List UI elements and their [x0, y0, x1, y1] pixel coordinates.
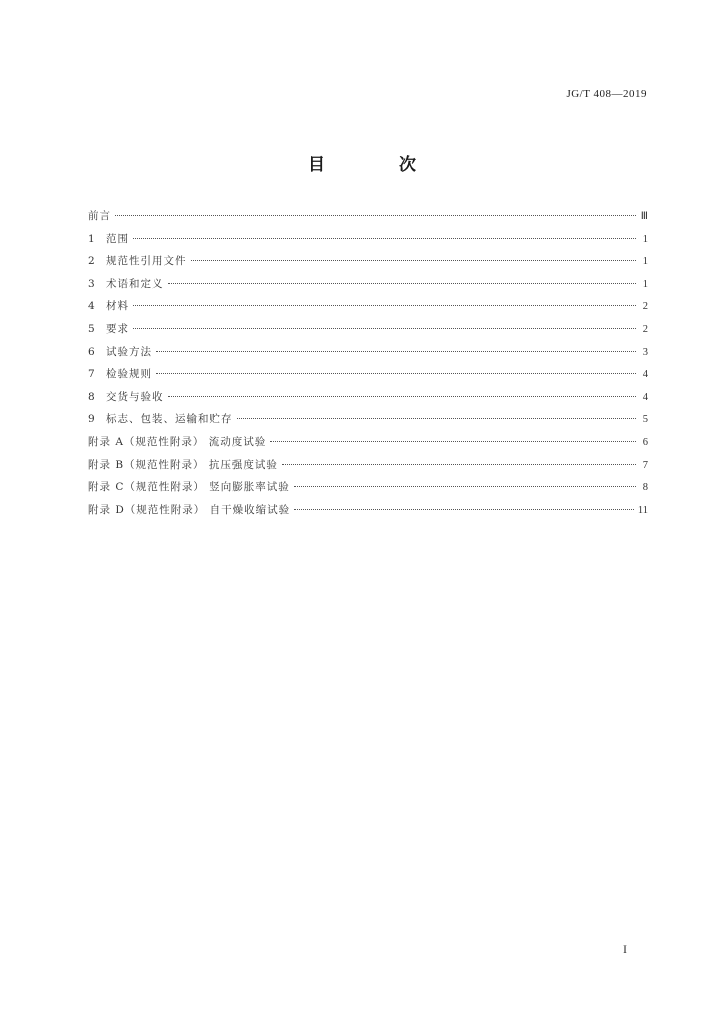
page-number: I — [623, 942, 627, 956]
toc-entry-title: 交货与验收 — [106, 390, 164, 403]
toc-leader-dots — [282, 464, 636, 465]
toc-leader-dots — [168, 396, 637, 397]
toc-leader-dots — [156, 351, 636, 352]
toc-entry-title: 规范性引用文件 — [106, 255, 187, 268]
toc-leader-dots — [294, 486, 636, 487]
toc-entry-1[interactable] — [88, 230, 648, 253]
toc-entry-7[interactable] — [88, 365, 648, 388]
toc-entry-3[interactable] — [88, 275, 648, 298]
toc-entry-number: 7 — [88, 368, 95, 381]
toc-entry-page: 7 — [642, 459, 648, 471]
toc-entry-title: 标志、包装、运输和贮存 — [106, 413, 233, 426]
toc-entry-appendix-c[interactable] — [88, 478, 648, 501]
toc-entry-page: 2 — [642, 301, 648, 313]
toc-entry-page: 3 — [642, 346, 648, 358]
toc-entry-number: 4 — [88, 300, 95, 313]
toc-entry-title: 材料 — [106, 300, 129, 313]
toc-entry-page: 5 — [642, 414, 648, 426]
toc-entry-appendix-b[interactable] — [88, 456, 648, 479]
toc-leader-dots — [133, 305, 636, 306]
toc-entry-title: 附录 B（规范性附录） 抗压强度试验 — [88, 458, 278, 471]
toc-entry-page: 11 — [637, 504, 648, 516]
toc-entry-title: 前言 — [88, 210, 111, 222]
toc-entry-page: 6 — [642, 436, 648, 448]
toc-entry-page: 1 — [642, 278, 648, 290]
page-title: 目 次 — [308, 155, 450, 175]
toc-entry-6[interactable] — [88, 343, 648, 366]
toc-entry-9[interactable] — [88, 410, 648, 433]
toc-entry-page: Ⅲ — [640, 211, 648, 222]
toc-entry-title: 试验方法 — [106, 345, 152, 358]
toc-entry-number: 9 — [88, 413, 95, 426]
toc-entry-number: 2 — [88, 255, 95, 268]
toc-entry-title: 范围 — [106, 232, 129, 245]
toc-entry-foreword[interactable] — [88, 207, 648, 230]
toc-entry-title: 附录 A（规范性附录） 流动度试验 — [88, 435, 267, 448]
toc-leader-dots — [270, 441, 636, 442]
toc-entry-number: 1 — [88, 232, 95, 245]
toc-entry-number: 5 — [88, 322, 95, 335]
toc-entry-8[interactable] — [88, 388, 648, 411]
toc-entry-title: 附录 C（规范性附录） 竖向膨胀率试验 — [88, 481, 290, 494]
toc-entry-number: 3 — [88, 277, 95, 290]
toc-entry-page: 2 — [642, 323, 648, 335]
toc-entry-2[interactable] — [88, 252, 648, 275]
toc-leader-dots — [237, 418, 637, 419]
table-of-contents — [88, 207, 648, 523]
toc-entry-title: 检验规则 — [106, 368, 152, 381]
toc-entry-page: 4 — [642, 391, 648, 403]
toc-entry-title: 要求 — [106, 322, 129, 335]
toc-entry-5[interactable] — [88, 320, 648, 343]
toc-entry-number: 6 — [88, 345, 95, 358]
standard-code: JG/T 408—2019 — [566, 88, 647, 100]
toc-leader-dots — [168, 283, 637, 284]
toc-leader-dots — [115, 215, 636, 216]
toc-entry-title: 附录 D（规范性附录） 自干燥收缩试验 — [88, 503, 291, 516]
toc-entry-4[interactable] — [88, 297, 648, 320]
toc-entry-page: 1 — [642, 233, 648, 245]
toc-leader-dots — [191, 260, 637, 261]
toc-leader-dots — [133, 328, 636, 329]
toc-entry-appendix-a[interactable] — [88, 433, 648, 456]
toc-entry-number: 8 — [88, 390, 95, 403]
toc-entry-page: 1 — [642, 256, 648, 268]
toc-leader-dots — [133, 238, 636, 239]
toc-leader-dots — [156, 373, 636, 374]
toc-entry-page: 8 — [642, 482, 648, 494]
toc-entry-title: 术语和定义 — [106, 277, 164, 290]
toc-entry-page: 4 — [642, 369, 648, 381]
toc-entry-appendix-d[interactable] — [88, 501, 648, 524]
toc-leader-dots — [294, 509, 634, 510]
